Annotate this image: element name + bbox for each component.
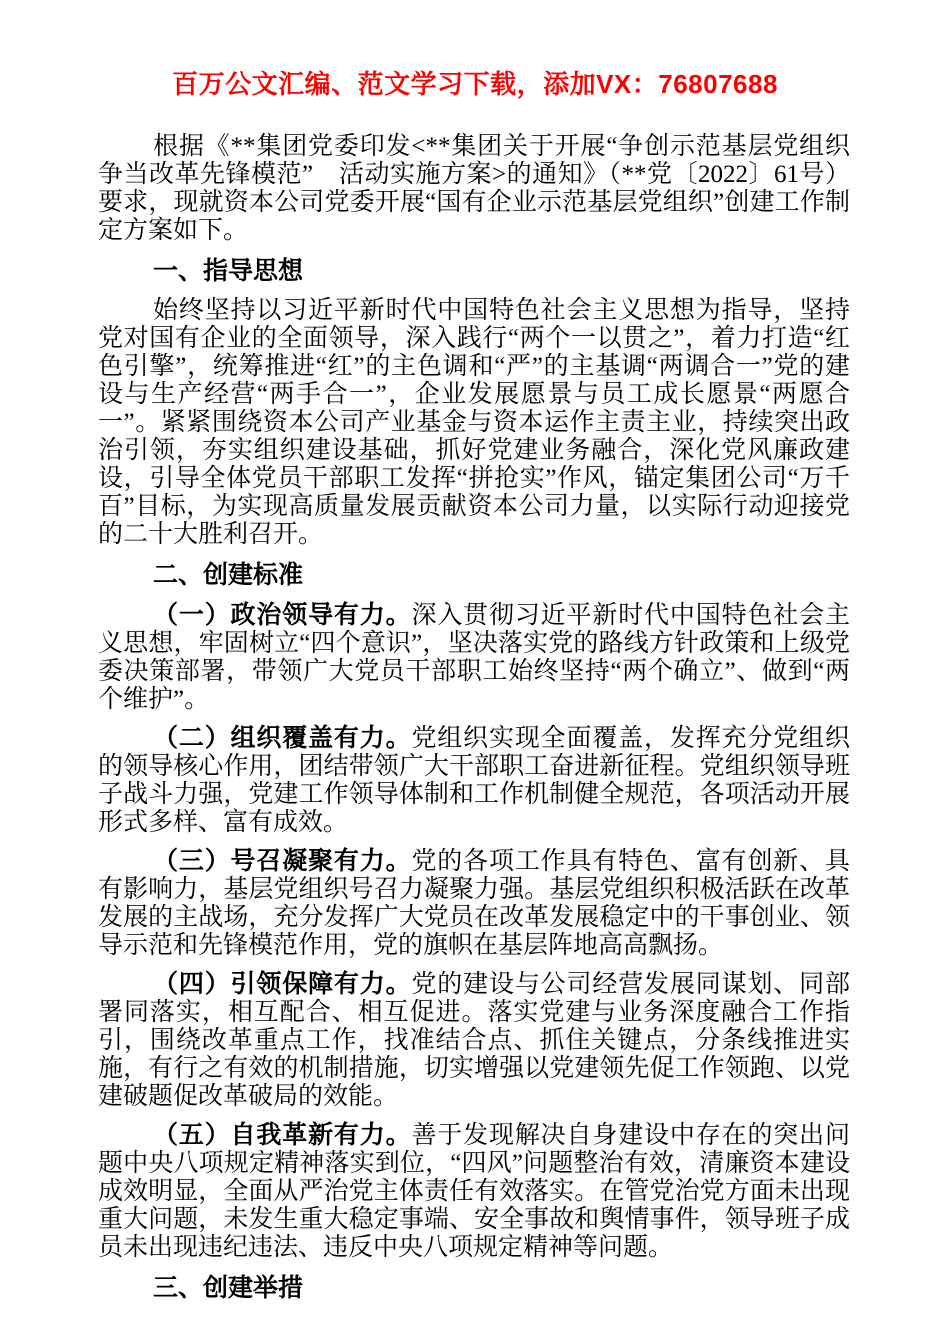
document-body [98, 133, 850, 1302]
promo-banner: 百万公文汇编、范文学习下载，添加VX：76807688 [172, 69, 778, 99]
paragraph: （一）政治领导有力。深入贯彻习近平新时代中国特色社会主义思想，牢固树立“四个意识”，坚决落实党的路线方针政策和上级党委决策部署，带领广大党员干部职工始终坚持“两个确立”、做到“两个维护”。 [98, 601, 850, 713]
paragraph: 始终坚持以习近平新时代中国特色社会主义思想为指导，坚持党对国有企业的全面领导，深入践行“两个一以贯之”，着力打造“红色引擎”，统筹推进“红”的主色调和“严”的主基调“两调合一”党的建设与生产经营“两手合一”，企业发展愿景与员工成长愿景“两愿合一”。紧紧围绕资本公司产业基金与资本运作主责主业，持续突出政治引领，夯实组织建设基础，抓好党建业务融合，深化党风廉政建设，引导全体党员干部职工发挥“拼抢实”作风，锚定集团公司“万千百”目标，为实现高质量发展贡献资本公司力量，以实际行动迎接党的二十大胜利召开。 [98, 297, 850, 548]
paragraph-lead: （五）自我革新有力。 [153, 1121, 412, 1149]
paragraph: （四）引领保障有力。党的建设与公司经营发展同谋划、同部署同落实，相互配合、相互促进。落实党建与业务深度融合工作指引，围绕改革重点工作，找准结合点、抓住关键点，分条线推进实施，有行之有效的机制措施，切实增强以党建领先促工作领跑、以党建破题促改革破局的效能。 [98, 970, 850, 1110]
paragraph: （五）自我革新有力。善于发现解决自身建设中存在的突出问题中央八项规定精神落实到位，“四风”问题整治有效，清廉资本建设成效明显，全面从严治党主体责任有效落实。在管党治党方面未出现重大问题，未发生重大稳定事端、安全事故和舆情事件，领导班子成员未出现违纪违法、违反中央八项规定精神等问题。 [98, 1121, 850, 1261]
paragraph-lead: （一）政治领导有力。 [153, 601, 412, 629]
section-heading: 三、创建举措 [153, 1274, 304, 1302]
paragraph-lead: （二）组织覆盖有力。 [153, 724, 412, 752]
paragraph: （三）号召凝聚有力。党的各项工作具有特色、富有创新、具有影响力，基层党组织号召力凝聚力强。基层党组织积极活跃在改革发展的主战场，充分发挥广大党员在改革发展稳定中的干事创业、领导示范和先锋模范作用，党的旗帜在基层阵地高高飘扬。 [98, 847, 850, 959]
section-heading: 二、创建标准 [153, 561, 304, 589]
paragraph-lead: （四）引领保障有力。 [153, 970, 412, 998]
paragraph: （二）组织覆盖有力。党组织实现全面覆盖，发挥充分党组织的领导核心作用，团结带领广大干部职工奋进新征程。党组织领导班子战斗力强，党建工作领导体制和工作机制健全规范，各项活动开展形式多样、富有成效。 [98, 724, 850, 836]
paragraph: 根据《**集团党委印发<**集团关于开展“争创示范基层党组织争当改革先锋模范” 活动实施方案>的通知》（**党〔2022〕61号）要求，现就资本公司党委开展“国有企业示范基层党组织”创建工作制定方案如下。 [98, 133, 850, 244]
section-heading: 一、指导思想 [153, 257, 304, 285]
paragraph-lead: （三）号召凝聚有力。 [153, 847, 412, 875]
